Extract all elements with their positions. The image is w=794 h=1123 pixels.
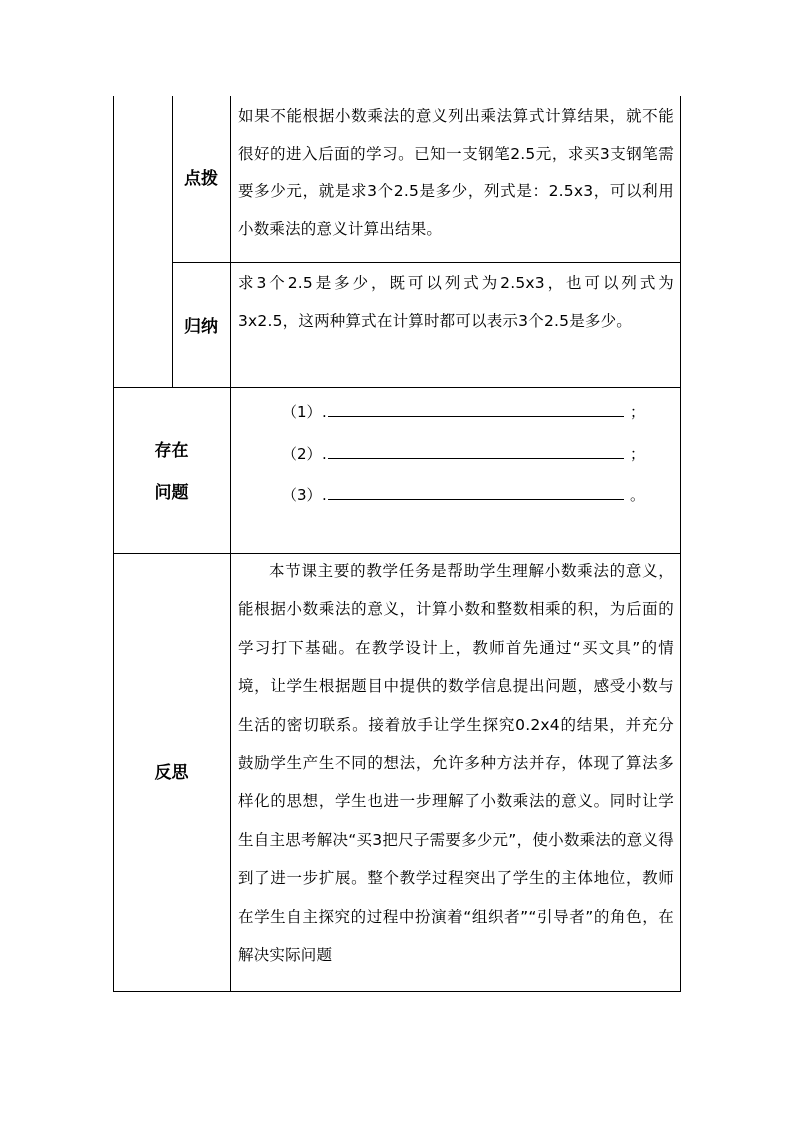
hint-label: 点拨 [184, 169, 218, 189]
problem-dot: . [322, 486, 327, 504]
problem-answer-line[interactable] [328, 444, 624, 459]
problem-blank-2 [282, 443, 645, 465]
problem-blank-3 [282, 484, 645, 506]
hint-text: 如果不能根据小数乘法的意义列出乘法算式计算结果，就不能很好的进入后面的学习。已知一支钢笔2.5元，求买3支钢笔需要多少元，就是求3个2.5是多少，列式是：2.5x3，可以利用小数乘法的意义计算出结果。 [238, 107, 674, 238]
reflection-label: 反思 [154, 763, 189, 783]
table-border-right [680, 96, 681, 992]
reflection-text [238, 552, 674, 988]
problem-answer-line[interactable] [328, 402, 624, 417]
problems-label-line2: 问题 [154, 483, 189, 503]
problem-end-mark: ； [630, 445, 646, 463]
problem-dot: . [322, 403, 327, 421]
problems-label-line1: 存在 [154, 441, 189, 461]
column-divider [230, 96, 231, 992]
problem-dot: . [322, 445, 327, 463]
problem-number: （2） [282, 445, 322, 463]
row-divider-summary-problems [113, 387, 680, 388]
problem-end-mark: 。 [630, 486, 646, 504]
problem-end-mark: ； [630, 403, 646, 421]
table-border-bottom [113, 991, 681, 992]
summary-label: 归纳 [184, 317, 218, 337]
problem-number: （3） [282, 486, 322, 504]
problem-answer-line[interactable] [328, 485, 624, 500]
table-border-left [113, 96, 114, 992]
problem-number: （1） [282, 403, 322, 421]
reflection-paragraph: 本节课主要的教学任务是帮助学生理解小数乘法的意义，能根据小数乘法的意义，计算小数和整数相乘的积，为后面的学习打下基础。在教学设计上，教师首先通过“买文具”的情境，让学生根据题目中提供的数学信息提出问题，感受小数与生活的密切联系。接着放手让学生探究0.2x4的结果，并充分鼓励学生产生不同的想法，允许多种方法并存，体现了算法多样化的思想，学生也进一步理解了小数乘法的意义。同时让学生自主思考解决“买3把尺子需要多少元”，使小数乘法的意义得到了进一步扩展。整个教学过程突出了学生的主体地位，教师在学生自主探究的过程中扮演着“组织者”“引导者”的角色，在解决实际问题 [238, 562, 674, 965]
problem-blank-1 [282, 401, 645, 423]
summary-text: 求3个2.5是多少，既可以列式为2.5x3，也可以列式为3x2.5，这两种算式在计算时都可以表示3个2.5是多少。 [238, 274, 674, 330]
row-divider-hint-summary [172, 262, 680, 263]
